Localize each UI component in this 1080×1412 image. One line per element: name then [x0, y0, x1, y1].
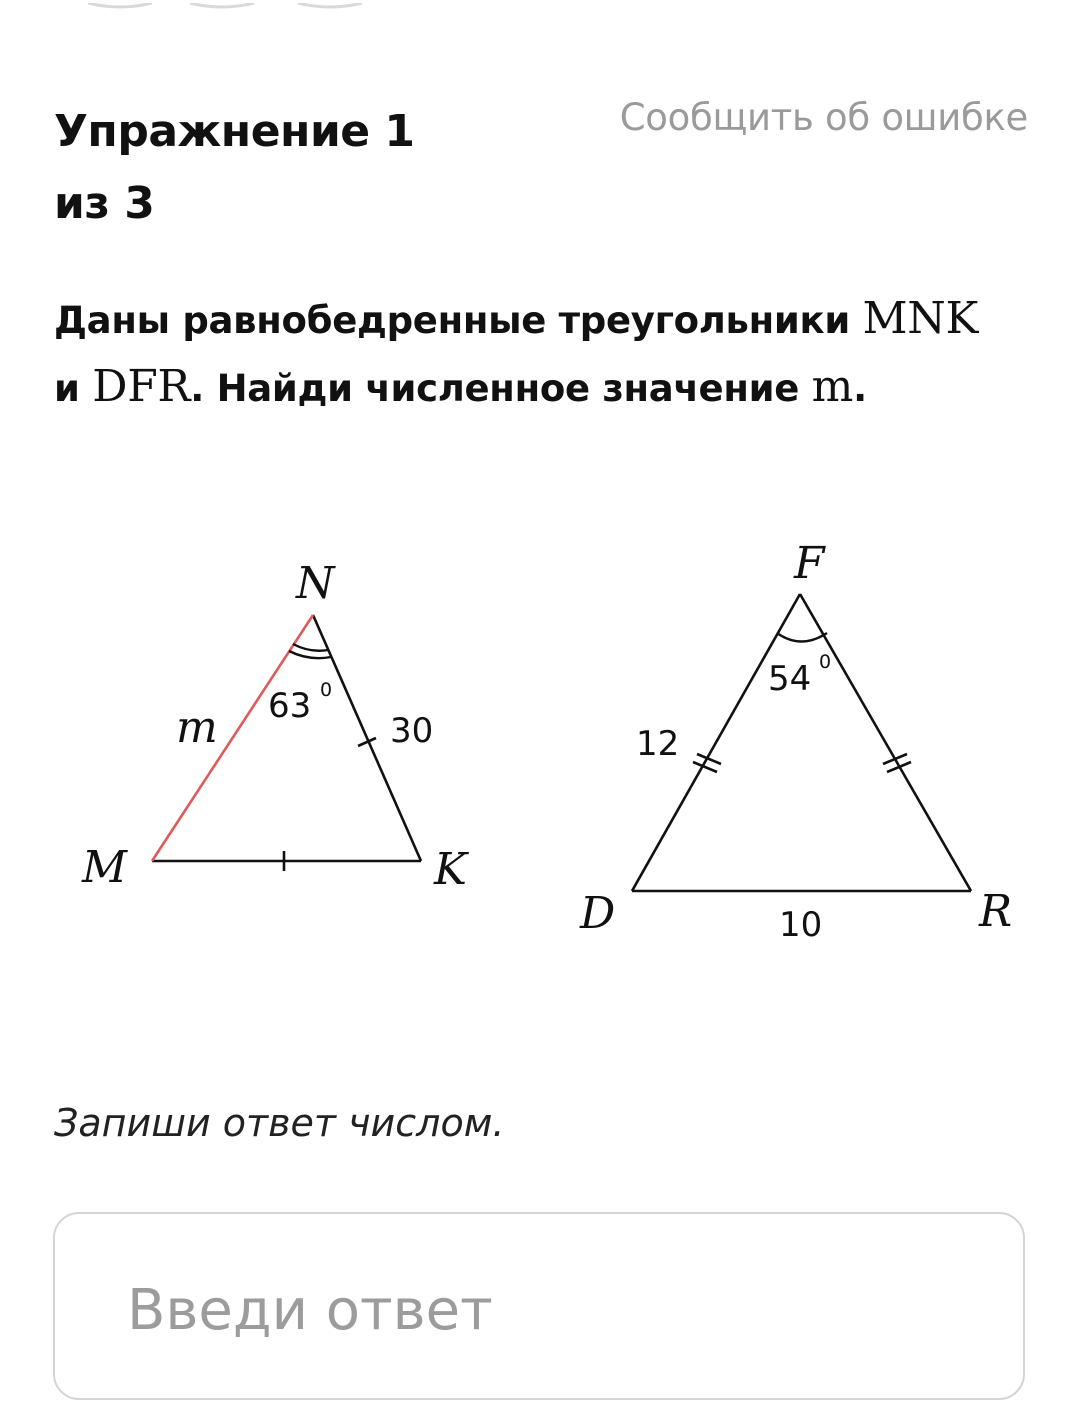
side-fr [800, 594, 971, 891]
vertex-label-r: R [979, 886, 1013, 937]
angle-degree-54: 0 [819, 651, 832, 673]
side-label-m: m [176, 702, 218, 753]
angle-arc-n-inner [293, 644, 328, 651]
exercise-title [54, 96, 474, 240]
report-error-link[interactable]: Сообщить об ошибке [619, 96, 1028, 139]
task-text-part1: Даны равнобедренные треугольники [54, 299, 863, 342]
task-text-part4: . [853, 367, 867, 410]
triangles-figure [0, 510, 1080, 970]
task-math-dfr: DFR [92, 361, 191, 412]
task-text-part2: и [54, 367, 93, 410]
angle-arc-f [777, 633, 827, 642]
task-math-m: m [811, 361, 854, 412]
angle-label-63: 63 [268, 686, 312, 726]
angle-label-54: 54 [768, 659, 812, 699]
tick-mark-fr-1 [883, 754, 907, 764]
vertex-label-d: D [580, 888, 616, 939]
triangle-dfr [579, 538, 1012, 945]
angle-arc-n-outer [289, 651, 331, 658]
answer-input[interactable] [127, 1274, 947, 1346]
top-progress-dots [0, 0, 1080, 12]
answer-field-container[interactable] [53, 1212, 1025, 1400]
exercise-title-line1: Упражнение 1 [54, 106, 415, 157]
vertex-label-n: N [296, 558, 335, 609]
vertex-label-k: K [434, 844, 467, 895]
vertex-label-m: M [82, 842, 128, 893]
exercise-title-line2: из 3 [54, 178, 155, 229]
angle-degree-63: 0 [320, 679, 333, 701]
triangle-mnk [81, 558, 469, 895]
vertex-label-f: F [794, 538, 825, 589]
answer-instruction: Запиши ответ числом. [54, 1101, 505, 1145]
task-statement [54, 286, 1044, 422]
task-math-mnk: MNK [862, 293, 979, 344]
side-label-30: 30 [390, 711, 434, 751]
task-text-part3: . Найди численное значение [190, 367, 812, 410]
side-label-10: 10 [779, 905, 823, 945]
side-label-12: 12 [636, 724, 680, 764]
